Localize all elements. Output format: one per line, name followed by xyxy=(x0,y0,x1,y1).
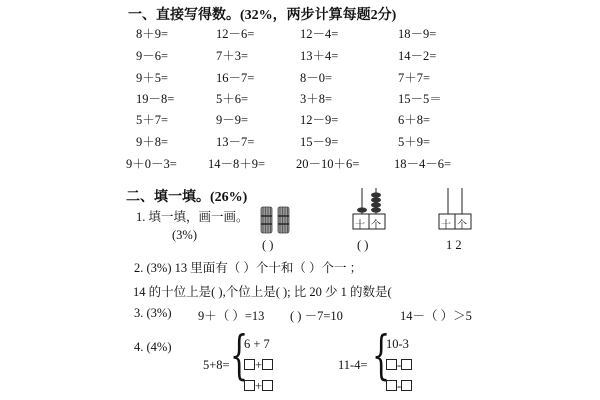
arithmetic-problem[interactable]: 16－7= xyxy=(216,71,255,85)
arithmetic-problem[interactable]: 15－9= xyxy=(300,135,339,149)
q4-prefix: 4. (4%) xyxy=(134,340,172,354)
arithmetic-problem[interactable]: 5＋7= xyxy=(136,113,169,127)
arithmetic-problem[interactable]: 12－4= xyxy=(300,27,339,41)
abacus2-tens-label: 十 xyxy=(441,220,451,231)
q4-left-top: 6 + 7 xyxy=(244,337,270,351)
arithmetic-problem[interactable]: 14－2= xyxy=(398,49,437,63)
arithmetic-problem[interactable]: 19－8= xyxy=(136,92,175,106)
q2-line1: 2. (3%) 13 里面有（ ）个十和（ ）个一 ； xyxy=(134,261,363,275)
abacus2-ones-label: 个 xyxy=(457,220,467,231)
abacus1-tens-label: 十 xyxy=(355,220,365,231)
arithmetic-problem[interactable]: 15－5＝ xyxy=(398,92,442,106)
section2-title: 二、填一填。(26%) xyxy=(126,190,248,205)
arithmetic-problem[interactable]: 8＋9= xyxy=(136,27,169,41)
answer-box[interactable] xyxy=(401,380,412,391)
q4-right-row3: - xyxy=(386,379,412,394)
answer-box[interactable] xyxy=(244,359,255,370)
arithmetic-problem[interactable]: 20－10＋6= xyxy=(296,157,360,171)
q4-left-expression: 5+8= xyxy=(203,358,230,372)
arithmetic-problem[interactable]: 9－6= xyxy=(136,49,169,63)
q4-right-row2: - xyxy=(386,358,412,373)
arithmetic-problem[interactable]: 12－9= xyxy=(300,113,339,127)
arithmetic-problem[interactable]: 18－9= xyxy=(398,27,437,41)
arithmetic-problem[interactable]: 9－9= xyxy=(216,113,249,127)
answer-box[interactable] xyxy=(386,380,397,391)
left-brace: { xyxy=(230,326,249,386)
arithmetic-problem[interactable]: 7＋7= xyxy=(398,71,431,85)
arithmetic-problem[interactable]: 7＋3= xyxy=(216,49,249,63)
q1-text: 1. 填一填，画一画。 xyxy=(136,210,249,224)
q3-item1[interactable]: 9＋（ ）=13 xyxy=(198,309,265,323)
q3-item2[interactable]: ( ) －7=10 xyxy=(290,309,343,323)
arithmetic-problem[interactable]: 5＋9= xyxy=(398,135,431,149)
arithmetic-problem[interactable]: 6＋8= xyxy=(398,113,431,127)
q3-prefix: 3. (3%) xyxy=(134,306,172,320)
q1-blank-abacus[interactable]: ( ) xyxy=(357,238,369,252)
answer-box[interactable] xyxy=(262,359,273,370)
arithmetic-problem[interactable]: 13－7= xyxy=(216,135,255,149)
q2-line2: 14 的十位上是( ),个位上是( ); 比 20 少 1 的数是( xyxy=(133,285,392,299)
abacus2-number: 1 2 xyxy=(446,238,462,252)
answer-box[interactable] xyxy=(401,359,412,370)
q4-left-row3: + xyxy=(244,379,273,394)
answer-box[interactable] xyxy=(244,380,255,391)
arithmetic-problem[interactable]: 8－0= xyxy=(300,71,333,85)
q1-blank-sticks[interactable]: ( ) xyxy=(262,238,274,252)
arithmetic-problem[interactable]: 14－8＋9= xyxy=(208,157,266,171)
arithmetic-problem[interactable]: 18－4－6= xyxy=(394,157,452,171)
arithmetic-problem[interactable]: 5＋6= xyxy=(216,92,249,106)
q4-right-expression: 11-4= xyxy=(338,358,368,372)
abacus1-ones-label: 个 xyxy=(371,220,381,231)
q1-score: (3%) xyxy=(172,228,197,242)
stick-bundles-image xyxy=(258,204,298,236)
arithmetic-problem[interactable]: 9＋5= xyxy=(136,71,169,85)
arithmetic-problem[interactable]: 9＋8= xyxy=(136,135,169,149)
q4-left-row2: + xyxy=(244,358,273,373)
arithmetic-problem[interactable]: 9＋0－3= xyxy=(126,157,177,171)
answer-box[interactable] xyxy=(262,380,273,391)
arithmetic-problem[interactable]: 13＋4= xyxy=(300,49,339,63)
answer-box[interactable] xyxy=(386,359,397,370)
q4-right-top: 10-3 xyxy=(386,337,409,351)
section1-title: 一、直接写得数。(32%，两步计算每题2分) xyxy=(128,8,397,23)
arithmetic-problem[interactable]: 12－6= xyxy=(216,27,255,41)
q3-item3[interactable]: 14－（ ）＞5 xyxy=(400,309,472,323)
right-brace: { xyxy=(372,326,391,386)
arithmetic-problem[interactable]: 3＋8= xyxy=(300,92,333,106)
